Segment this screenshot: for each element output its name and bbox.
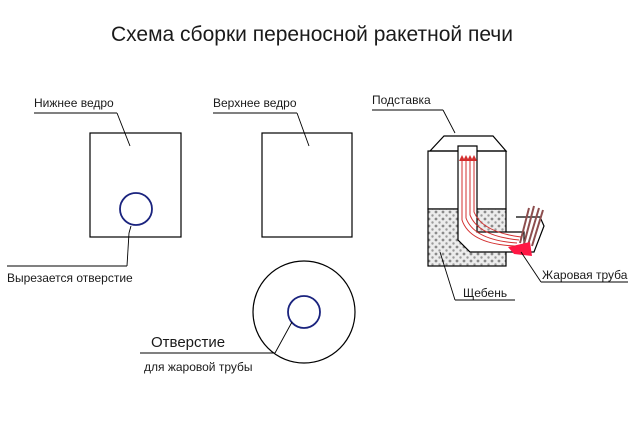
- lower-bucket-leader: [117, 113, 130, 146]
- stand-label: Подставка: [372, 93, 431, 107]
- lid: [140, 261, 355, 374]
- hole-cut-connector: [127, 233, 129, 266]
- lid-outer-circle: [253, 261, 355, 363]
- lid-hole: [288, 296, 320, 328]
- stand-leader: [443, 110, 455, 133]
- lid-hole-leader: [275, 322, 292, 353]
- lower-bucket: [7, 96, 181, 285]
- fire-tube-leader: [521, 252, 541, 282]
- upper-bucket-leader: [297, 113, 309, 146]
- hole-cut-leader: [129, 226, 131, 233]
- upper-bucket-label: Верхнее ведро: [213, 96, 297, 110]
- fire-tube-label: Жаровая труба: [542, 268, 628, 282]
- lower-bucket-hole: [120, 193, 152, 225]
- lower-bucket-body: [90, 133, 181, 237]
- upper-bucket-body: [262, 133, 352, 237]
- assembled-stove: [372, 93, 628, 300]
- diagram-title: Схема сборки переносной ракетной печи: [111, 23, 513, 46]
- lower-bucket-label: Нижнее ведро: [34, 96, 114, 110]
- hole-for-tube-label: для жаровой трубы: [144, 360, 253, 374]
- hole-cut-label: Вырезается отверстие: [7, 271, 133, 285]
- hole-label: Отверстие: [151, 334, 226, 351]
- upper-bucket: [213, 96, 352, 237]
- gravel-label: Щебень: [463, 286, 508, 300]
